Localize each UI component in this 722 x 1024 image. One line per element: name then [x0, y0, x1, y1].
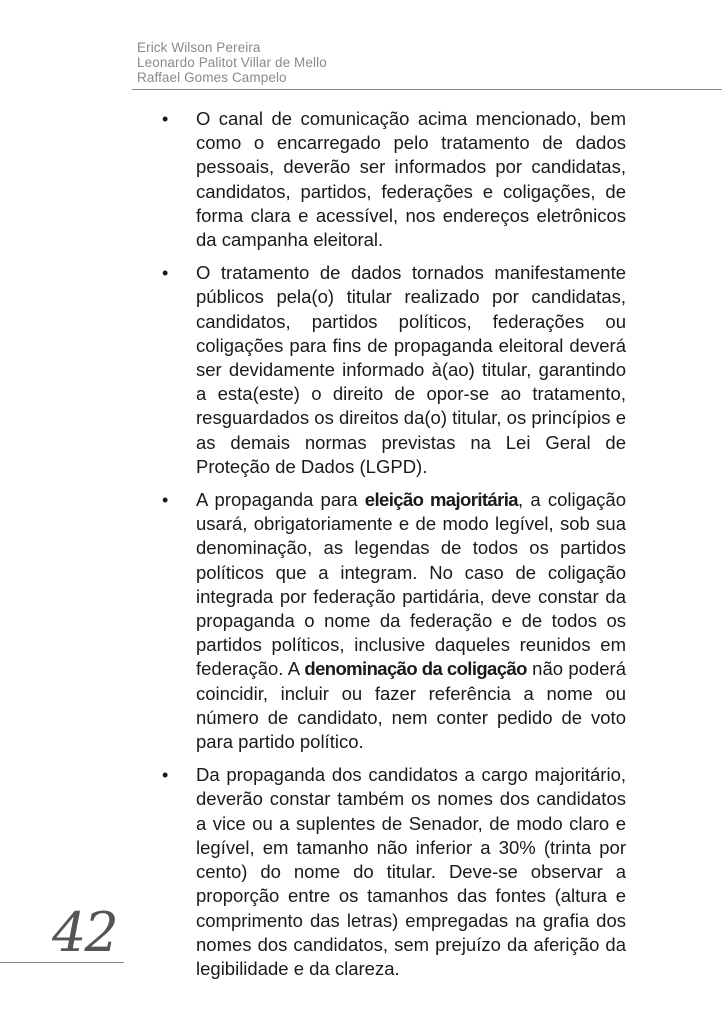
list-item — [158, 763, 626, 981]
bullet-icon: • — [162, 765, 169, 786]
bullet-icon: • — [162, 109, 169, 129]
item-text: A propaganda para — [196, 489, 365, 511]
item-text: Da propaganda dos candidatos a cargo majoritário, deverão constar também os nomes dos candidatos a vice ou a suplentes de Senador, de modo claro e legível, em tamanho não inferior a 30% (trinta por cento) do nome do titular. Deve-se observar a proporção entre os tamanhos das fontes (altura e comprimento das letras) empregadas na grafia dos nomes dos candidatos, sem prejuízo da aferição da legibilidade e da clareza. — [196, 764, 626, 979]
item-text: não poderá coincidir, incluir ou fazer referência a nome ou número de candidato, nem conter pedido de voto para partido político. — [196, 658, 626, 753]
running-header — [137, 40, 327, 85]
footer-divider — [0, 962, 124, 963]
bullet-list — [158, 107, 626, 981]
author-name: Leonardo Palitot Villar de Mello — [137, 55, 327, 70]
main-content — [158, 107, 626, 990]
author-name: Raffael Gomes Campelo — [137, 70, 287, 85]
list-item — [158, 488, 626, 754]
header-divider — [132, 89, 722, 90]
item-text: O canal de comunicação acima mencionado, bem como o encarregado pelo tratamento de dados pessoais, deverão ser informados por candidatas, candidatos, partidos, federações e coligações, de forma clara e acessível, nos endereços eletrônicos da campanha eleitoral. — [196, 108, 626, 251]
list-item — [158, 107, 626, 252]
bullet-icon: • — [162, 263, 169, 284]
emphasis-text: denominação da coligação — [304, 658, 527, 680]
page-number: 42 — [52, 901, 117, 964]
list-item — [158, 261, 626, 479]
item-text: , a coligação usará, obrigatoriamente e de modo legível, sob sua denominação, as legendas de todos os partidos políticos que a integram. No caso de coligação integrada por federação partidária, deve constar da propaganda o nome da federação e de todos os partidos políticos, inclusive daqueles reunidos em federação. A — [196, 489, 627, 680]
bullet-icon: • — [162, 490, 169, 511]
item-text: O tratamento de dados tornados manifestamente públicos pela(o) titular realizado por candidatas, candidatos, partidos políticos, federações ou coligações para fins de propaganda eleitoral deverá ser devidamente informado à(ao) titular, garantindo a esta(este) o direito de opor-se ao tratamento, resguardados os direitos da(o) titular, os princípios e as demais normas previstas na Lei Geral de Proteção de Dados (LGPD). — [196, 262, 626, 477]
emphasis-text: eleição majoritária — [364, 489, 518, 511]
author-name: Erick Wilson Pereira — [137, 40, 261, 55]
